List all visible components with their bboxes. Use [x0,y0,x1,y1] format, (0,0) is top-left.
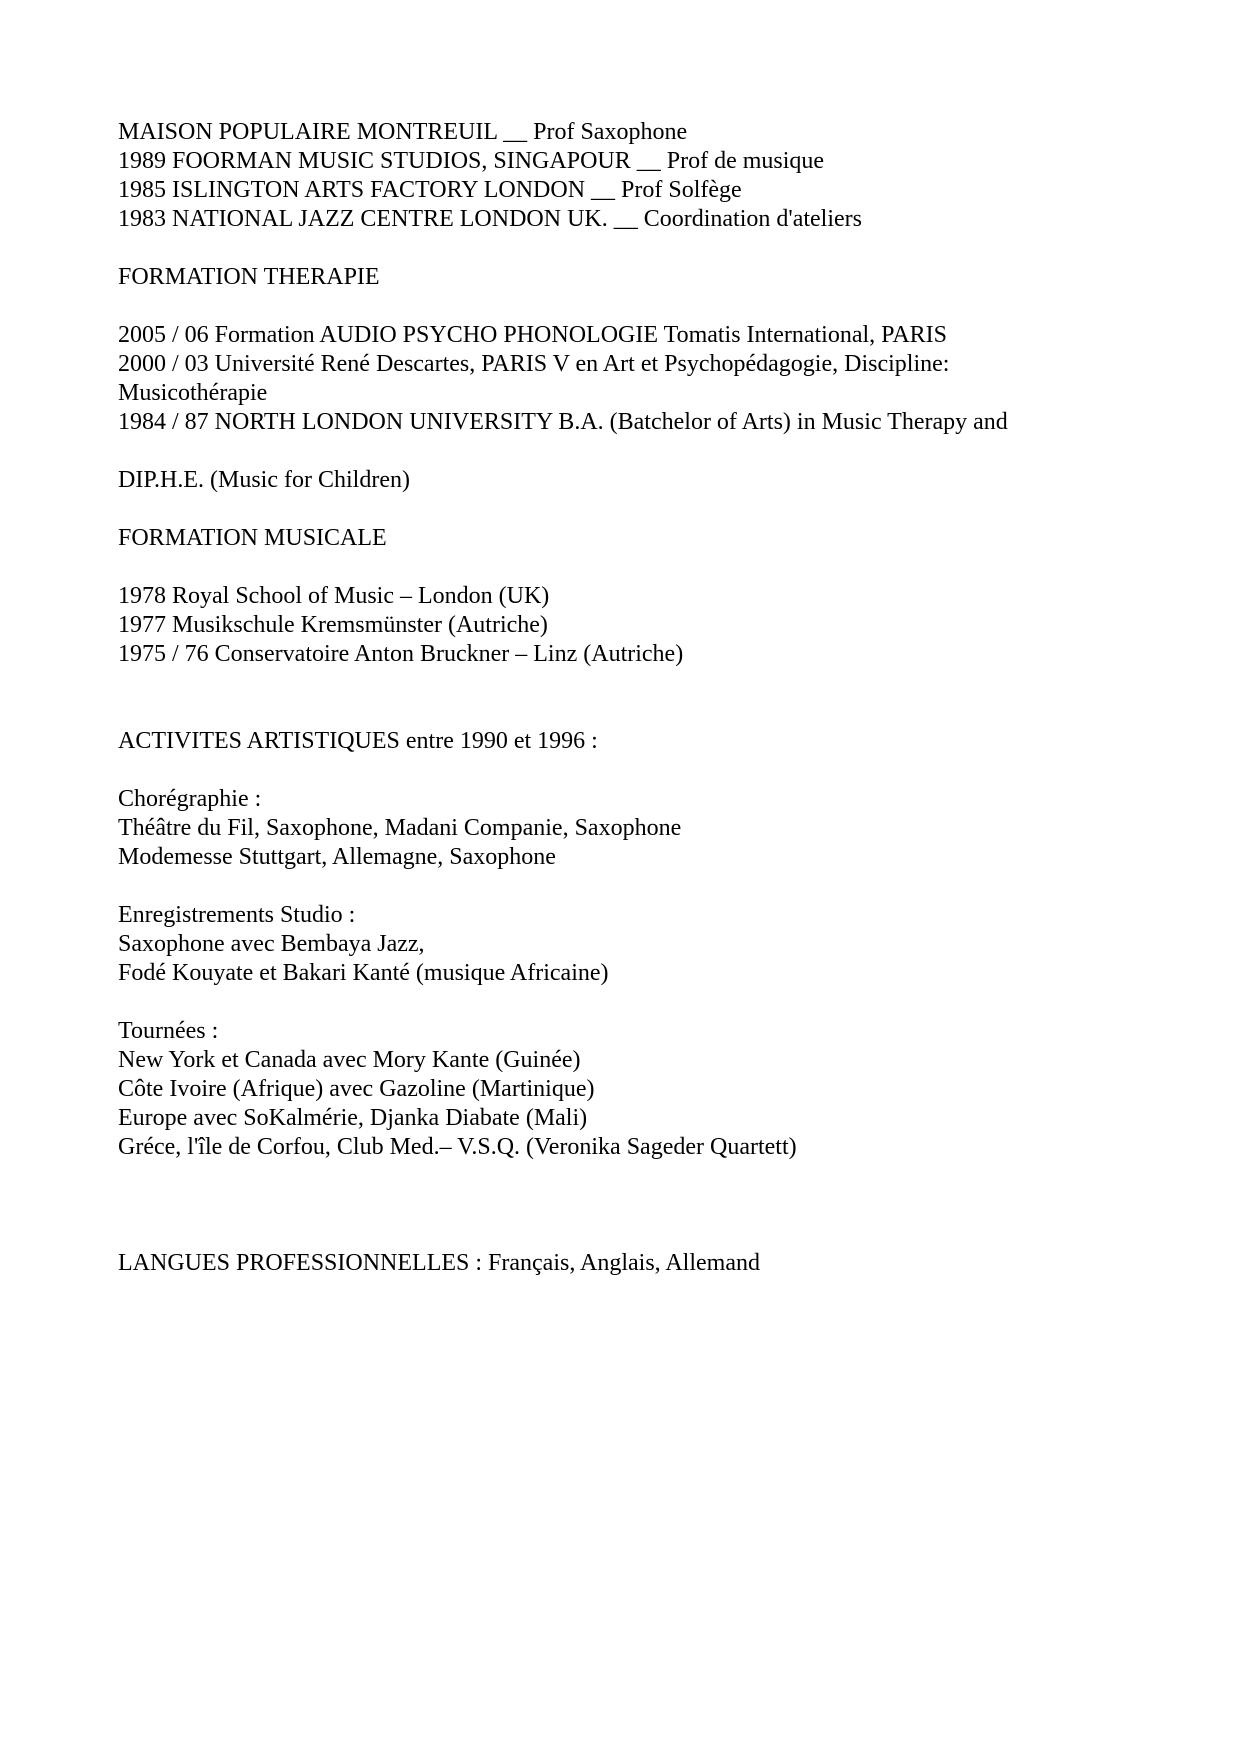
musical-line: 1975 / 76 Conservatoire Anton Bruckner – Linz (Autriche) [118,641,684,667]
choreography-line: Théâtre du Fil, Saxophone, Madani Companie, Saxophone [118,815,682,841]
teaching-line: MAISON POPULAIRE MONTREUIL __ Prof Saxophone [118,119,688,145]
spacer [118,292,1138,321]
musical-heading: FORMATION MUSICALE [118,525,387,551]
tours-line: Europe avec SoKalmérie, Djanka Diabate (Mali) [118,1105,588,1131]
teaching-line: 1989 FOORMAN MUSIC STUDIOS, SINGAPOUR __ Prof de musique [118,148,825,174]
spacer [118,495,1138,524]
spacer [118,756,1138,785]
teaching-line: 1985 ISLINGTON ARTS FACTORY LONDON __ Prof Solfège [118,177,742,203]
spacer [118,1220,1138,1249]
tours-label: Tournées : [118,1018,219,1044]
spacer [118,698,1138,727]
tours-line: Côte Ivoire (Afrique) avec Gazoline (Martinique) [118,1076,595,1102]
therapy-line: Musicothérapie [118,380,268,406]
therapy-line: 2000 / 03 Université René Descartes, PARIS V en Art et Psychopédagogie, Discipline: [118,351,950,377]
spacer [118,437,1138,466]
spacer [118,234,1138,263]
studio-label: Enregistrements Studio : [118,902,356,928]
artistic-heading: ACTIVITES ARTISTIQUES entre 1990 et 1996 : [118,728,598,754]
spacer [118,872,1138,901]
languages-line: LANGUES PROFESSIONNELLES : Français, Anglais, Allemand [118,1250,760,1276]
studio-line: Saxophone avec Bembaya Jazz, [118,931,425,957]
musical-line: 1977 Musikschule Kremsmünster (Autriche) [118,612,548,638]
spacer [118,553,1138,582]
cv-text [118,118,1138,1278]
teaching-line: 1983 NATIONAL JAZZ CENTRE LONDON UK. __ Coordination d'ateliers [118,206,862,232]
tours-line: New York et Canada avec Mory Kante (Guinée) [118,1047,581,1073]
therapy-heading: FORMATION THERAPIE [118,264,380,290]
tours-line: Gréce, l'île de Corfou, Club Med.– V.S.Q. (Veronika Sageder Quartett) [118,1134,797,1160]
musical-line: 1978 Royal School of Music – London (UK) [118,583,550,609]
spacer [118,988,1138,1017]
studio-line: Fodé Kouyate et Bakari Kanté (musique Africaine) [118,960,609,986]
therapy-diploma: DIP.H.E. (Music for Children) [118,467,410,493]
choreography-label: Chorégraphie : [118,786,262,812]
spacer [118,1162,1138,1191]
spacer [118,1191,1138,1220]
choreography-line: Modemesse Stuttgart, Allemagne, Saxophone [118,844,556,870]
spacer [118,669,1138,698]
therapy-line: 1984 / 87 NORTH LONDON UNIVERSITY B.A. (Batchelor of Arts) in Music Therapy and [118,409,1008,435]
therapy-line: 2005 / 06 Formation AUDIO PSYCHO PHONOLOGIE Tomatis International, PARIS [118,322,947,348]
